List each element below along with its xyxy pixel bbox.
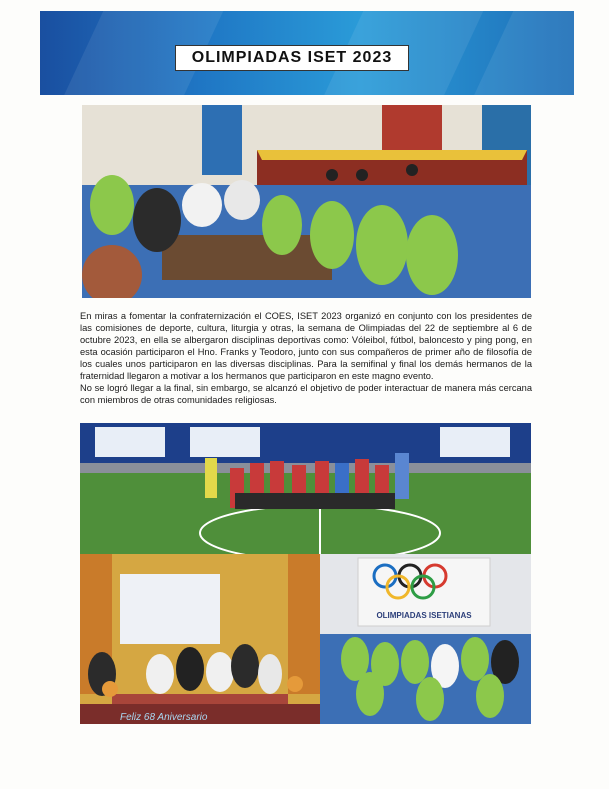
photo-gym-audience — [82, 105, 531, 298]
photo-stage-group — [80, 554, 320, 724]
article-paragraph: En miras a fomentar la confraternización el COES, ISET 2023 organizó en conjunto con los presidentes de las comisiones de deporte, cultura, liturgia y otras, la semana de Olimpiadas del 22 de septiembre al 6 de octubre 2023, en ella se albergaron disciplinas deportivas como: Vóleibol, fútbol, baloncesto y ping pong, en esta ocasión participaron el Hno. Franks y Teodoro, junto con sus compañeros de primer año de filosofía de los cuales unos participaron en las diversas disciplinas. Para la semifinal y final los demás hermanos de la fraternidad llegaron a motivar a los hermanos que participaron en este magno evento. — [80, 311, 532, 381]
photo-football-team — [80, 423, 531, 554]
article-paragraph: No se logró llegar a la final, sin embargo, se alcanzó el objetivo de poder interactuar de manera más cercana con miembros de otras comunidades religiosas. — [80, 383, 532, 405]
page-title: OLIMPIADAS ISET 2023 — [175, 45, 409, 71]
stage-floor-text: Feliz 68 Aniversario — [120, 712, 208, 723]
photo-olympics-group — [320, 554, 531, 724]
olympic-banner-text: OLIMPIADAS ISETIANAS — [376, 611, 472, 620]
article-body — [80, 310, 532, 406]
